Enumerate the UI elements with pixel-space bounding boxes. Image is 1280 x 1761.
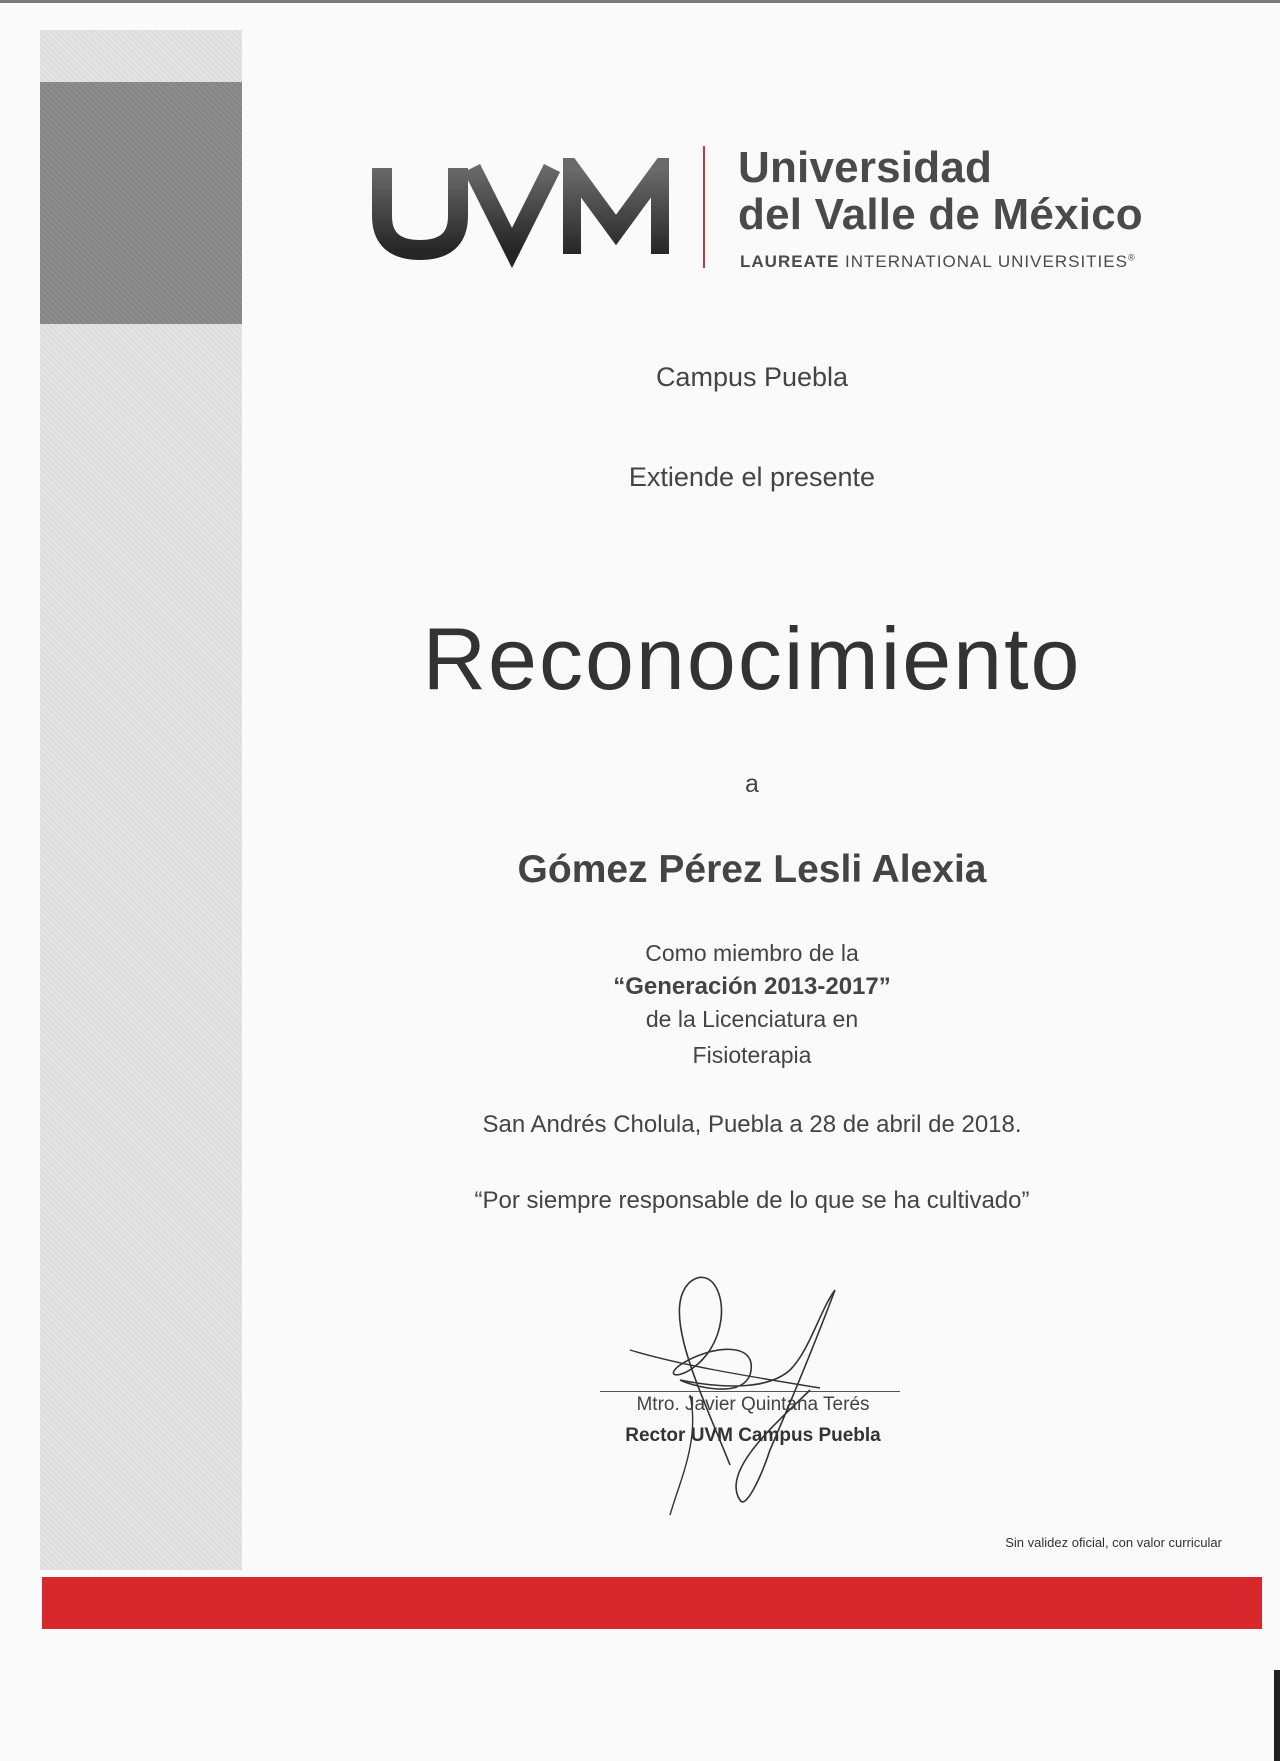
degree-line: de la Licenciatura en <box>645 1006 859 1032</box>
scan-edge-mark <box>1274 1670 1280 1761</box>
recipient-name: Gómez Pérez Lesli Alexia <box>517 848 987 891</box>
registered-mark: ® <box>1127 252 1136 263</box>
scan-top-edge <box>0 0 1280 3</box>
logo-divider <box>703 146 705 268</box>
campus-name: Campus Puebla <box>655 362 849 392</box>
certificate-title: Reconocimiento <box>422 609 1082 708</box>
motto-text: “Por siempre responsable de lo que se ha cultivado” <box>474 1187 1030 1214</box>
member-line: Como miembro de la <box>645 940 859 966</box>
laureate-rest: INTERNATIONAL UNIVERSITIES <box>839 252 1128 271</box>
intro-text: Extiende el presente <box>628 462 876 492</box>
laureate-tagline <box>740 252 1136 272</box>
uvm-logo-mark <box>368 158 678 268</box>
laureate-bold: LAUREATE <box>740 252 840 271</box>
side-dark-block <box>40 82 242 324</box>
university-name-line1: Universidad <box>738 143 993 192</box>
disclaimer-text: Sin validez oficial, con valor curricular <box>1005 1535 1222 1550</box>
preposition-text: a <box>745 770 759 798</box>
program-name: Fisioterapia <box>692 1042 812 1068</box>
generation-text: “Generación 2013-2017” <box>613 973 891 1000</box>
university-logo <box>368 140 1148 290</box>
place-and-date: San Andrés Cholula, Puebla a 28 de abril de 2018. <box>482 1111 1022 1138</box>
signer-name: Mtro. Javier Quintana Terés <box>636 1394 870 1415</box>
university-name-line2: del Valle de México <box>738 190 1143 239</box>
handwritten-signature <box>620 1270 860 1520</box>
red-footer-band <box>42 1577 1262 1629</box>
signer-title: Rector UVM Campus Puebla <box>625 1425 881 1446</box>
